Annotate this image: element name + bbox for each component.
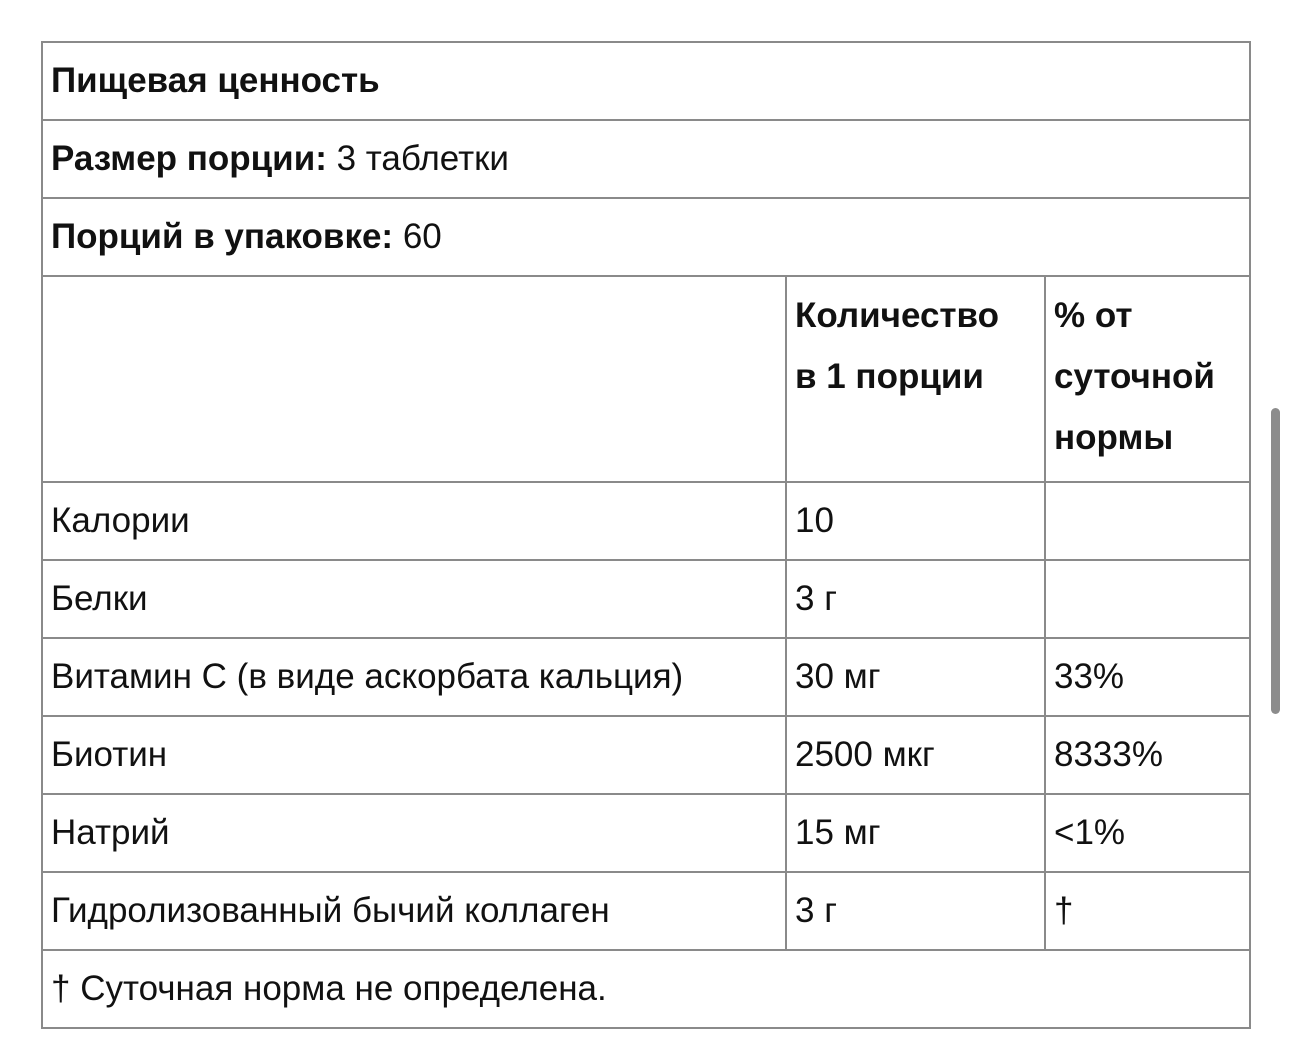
servings-per-container-cell <box>42 198 1250 276</box>
nutrient-amount: 3 г <box>786 872 1045 950</box>
dv-header-line-1: % от <box>1054 296 1133 335</box>
amount-column-header <box>786 276 1045 482</box>
vertical-scrollbar[interactable] <box>1271 408 1280 714</box>
table-row <box>42 560 1250 638</box>
nutrient-name: Витамин C (в виде аскорбата кальция) <box>42 638 786 716</box>
nutrient-amount: 30 мг <box>786 638 1045 716</box>
nutrient-name: Калории <box>42 482 786 560</box>
nutrient-daily-value: 33% <box>1045 638 1250 716</box>
table-row <box>42 482 1250 560</box>
dv-header-line-3: нормы <box>1054 418 1174 457</box>
nutrient-daily-value: <1% <box>1045 794 1250 872</box>
nutrient-amount: 10 <box>786 482 1045 560</box>
serving-size-value: 3 таблетки <box>326 139 509 178</box>
footnote-row <box>42 950 1250 1028</box>
footnote: † Суточная норма не определена. <box>42 950 1250 1028</box>
table-row <box>42 872 1250 950</box>
nutrient-name: Гидролизованный бычий коллаген <box>42 872 786 950</box>
serving-size-row <box>42 120 1250 198</box>
nutrient-name: Белки <box>42 560 786 638</box>
servings-per-container-row <box>42 198 1250 276</box>
amount-header-line-2: в 1 порции <box>795 357 984 396</box>
nutrient-daily-value: † <box>1045 872 1250 950</box>
daily-value-column-header <box>1045 276 1250 482</box>
serving-size-cell <box>42 120 1250 198</box>
nutrient-amount: 2500 мкг <box>786 716 1045 794</box>
dv-header-line-2: суточной <box>1054 357 1215 396</box>
nutrition-facts-table <box>41 41 1251 1029</box>
nutrient-daily-value <box>1045 560 1250 638</box>
nutrient-amount: 15 мг <box>786 794 1045 872</box>
table-row <box>42 794 1250 872</box>
nutrient-name: Натрий <box>42 794 786 872</box>
nutrient-name: Биотин <box>42 716 786 794</box>
nutrient-amount: 3 г <box>786 560 1045 638</box>
table-title: Пищевая ценность <box>42 42 1250 120</box>
header-empty-cell <box>42 276 786 482</box>
amount-header-line-1: Количество <box>795 296 999 335</box>
table-row <box>42 638 1250 716</box>
servings-per-container-value: 60 <box>393 217 442 256</box>
serving-size-label: Размер порции: <box>51 139 327 178</box>
title-row <box>42 42 1250 120</box>
column-header-row <box>42 276 1250 482</box>
nutrient-daily-value <box>1045 482 1250 560</box>
table-row <box>42 716 1250 794</box>
servings-per-container-label: Порций в упаковке: <box>51 217 394 256</box>
nutrient-daily-value: 8333% <box>1045 716 1250 794</box>
